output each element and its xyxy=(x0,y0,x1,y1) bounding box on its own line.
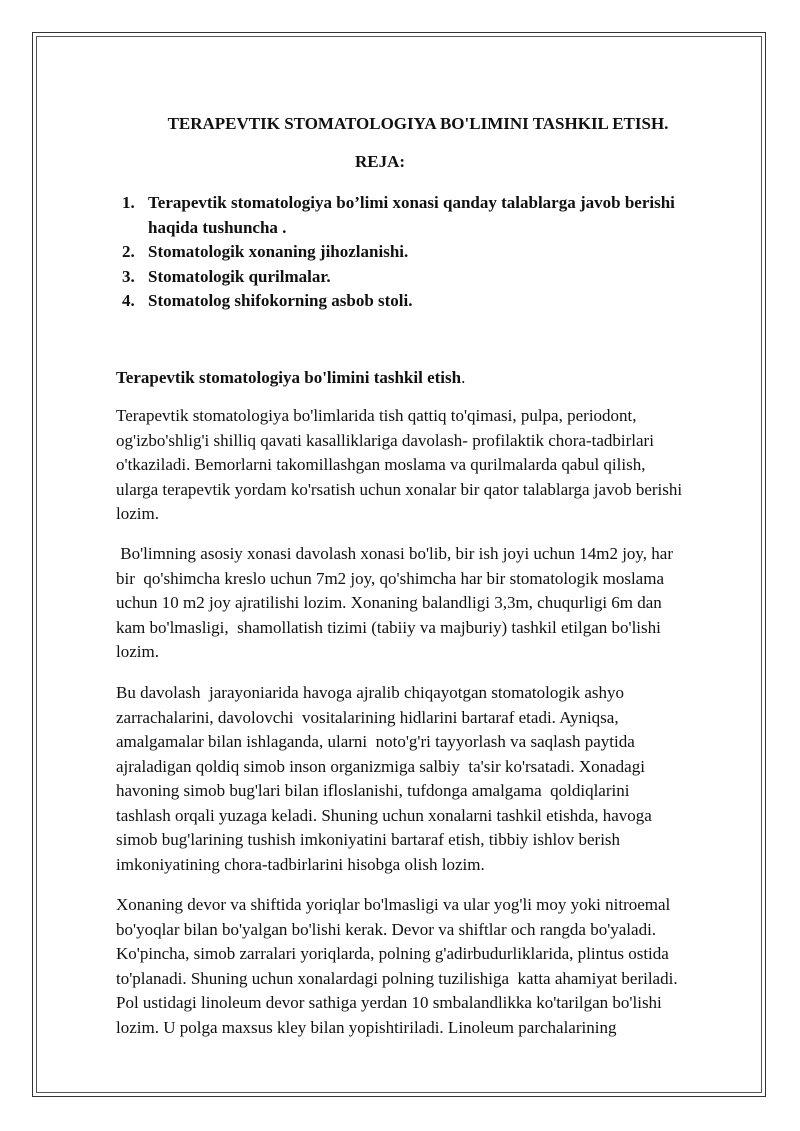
paragraph-line: havoning simob bug'lari bilan ifloslanishi, tufdonga amalgama qoldiqlarini xyxy=(116,781,630,800)
paragraph-line: o'tkaziladi. Bemorlarni takomillashgan moslama va qurilmalarda qabul qilish, xyxy=(116,455,646,474)
paragraph-line: lozim. U polga maxsus kley bilan yopishtiriladi. Linoleum parchalarining xyxy=(116,1017,617,1037)
plan-item-text: Stomatolog shifokorning asbob stoli. xyxy=(148,291,413,310)
section-heading-text: Terapevtik stomatologiya bo'limini tashkil etish xyxy=(116,368,462,387)
paragraph-line: Pol ustidagi linoleum devor sathiga yerdan 10 smbalandlikka ko'tarilgan bo'lishi xyxy=(116,993,662,1012)
body-paragraph xyxy=(116,893,756,1040)
plan-item-text: Stomatologik xonaning jihozlanishi. xyxy=(148,242,409,261)
paragraph-line: Bu davolash jarayoniarida havoga ajralib chiqayotgan stomatologik ashyo xyxy=(116,683,624,702)
paragraph-line: lozim. xyxy=(116,504,159,523)
body-paragraph xyxy=(116,404,756,527)
plan-item-number: 4. xyxy=(122,291,135,310)
paragraph-line: amalgamalar bilan ishlaganda, ularni noto'g'ri tayyorlash va saqlash paytida xyxy=(116,732,635,751)
paragraph-line: lozim. xyxy=(116,642,159,661)
document-title: TERAPEVTIK STOMATOLOGIYA BO'LIMINI TASHKIL ETISH. xyxy=(167,114,669,133)
plan-item-number: 1. xyxy=(122,193,135,212)
paragraph-line: zarrachalarini, davolovchi vositalarining hidlarini bartaraf etadi. Ayniqsa, xyxy=(116,707,619,727)
section-heading-period: . xyxy=(461,368,466,387)
paragraph-line: ajraladigan qoldiq simob inson organizmiga salbiy ta'sir ko'rsatadi. Xonadagi xyxy=(116,756,645,776)
paragraph-line: tashlash orqali yuzaga keladi. Shuning uchun xonalarni tashkil etishda, havoga xyxy=(116,805,652,825)
plan-list xyxy=(122,191,748,314)
paragraph-line: Bo'limning asosiy xonasi davolash xonasi bo'lib, bir ish joyi uchun 14m2 joy, har xyxy=(116,544,674,563)
body-paragraph xyxy=(116,681,756,877)
section-heading xyxy=(116,368,756,388)
plan-heading: REJA: xyxy=(354,152,406,171)
plan-item xyxy=(122,240,748,265)
paragraph-line: to'planadi. Shuning uchun xonalardagi polning tuzilishiga katta ahamiyat beriladi. xyxy=(116,968,678,988)
paragraph-line: og'izbo'shlig'i shilliq qavati kasalliklariga davolash- profilaktik chora-tadbirlari xyxy=(116,430,654,450)
paragraph-line: Xonaning devor va shiftida yoriqlar bo'lmasligi va ular yog'li moy yoki nitroemal xyxy=(116,895,671,914)
paragraph-line: bir qo'shimcha kreslo uchun 7m2 joy, qo'shimcha har bir stomatologik moslama xyxy=(116,568,664,588)
plan-item xyxy=(122,191,748,240)
paragraph-line: uchun 10 m2 joy ajratilishi lozim. Xonaning balandligi 3,3m, chuqurligi 6m dan xyxy=(116,593,662,612)
plan-item-text: Stomatologik qurilmalar. xyxy=(148,266,331,286)
paragraph-line: simob bug'larining tushish imkoniyatini bartaraf etish, tibbiy ishlov berish xyxy=(116,830,621,849)
plan-item xyxy=(122,289,748,314)
paragraph-line: Ko'pincha, simob zarralari yoriqlarda, polning g'adirbudurliklarida, plintus ostida xyxy=(116,944,669,963)
body-paragraph xyxy=(116,542,756,665)
paragraph-line: bo'yoqlar bilan bo'yalgan bo'lishi kerak. Devor va shiftlar och rangda bo'yaladi. xyxy=(116,919,657,939)
plan-item-text: haqida tushuncha . xyxy=(148,217,287,237)
paragraph-line: ularga terapevtik yordam ko'rsatish uchun xonalar bir qator talablarga javob berishi xyxy=(116,479,683,499)
paragraph-line: imkoniyatining chora-tadbirlarini hisobga olish lozim. xyxy=(116,854,485,874)
plan-item-number: 2. xyxy=(122,242,135,261)
plan-item xyxy=(122,265,748,290)
plan-item-text: Terapevtik stomatologiya bo’limi xonasi qanday talablarga javob berishi xyxy=(148,193,675,212)
paragraph-line: kam bo'lmasligi, shamollatish tizimi (tabiiy va majburiy) tashkil etilgan bo'lishi xyxy=(116,617,661,637)
paragraph-line: Terapevtik stomatologiya bo'limlarida tish qattiq to'qimasi, pulpa, periodont, xyxy=(116,406,637,425)
plan-item-number: 3. xyxy=(122,266,135,286)
